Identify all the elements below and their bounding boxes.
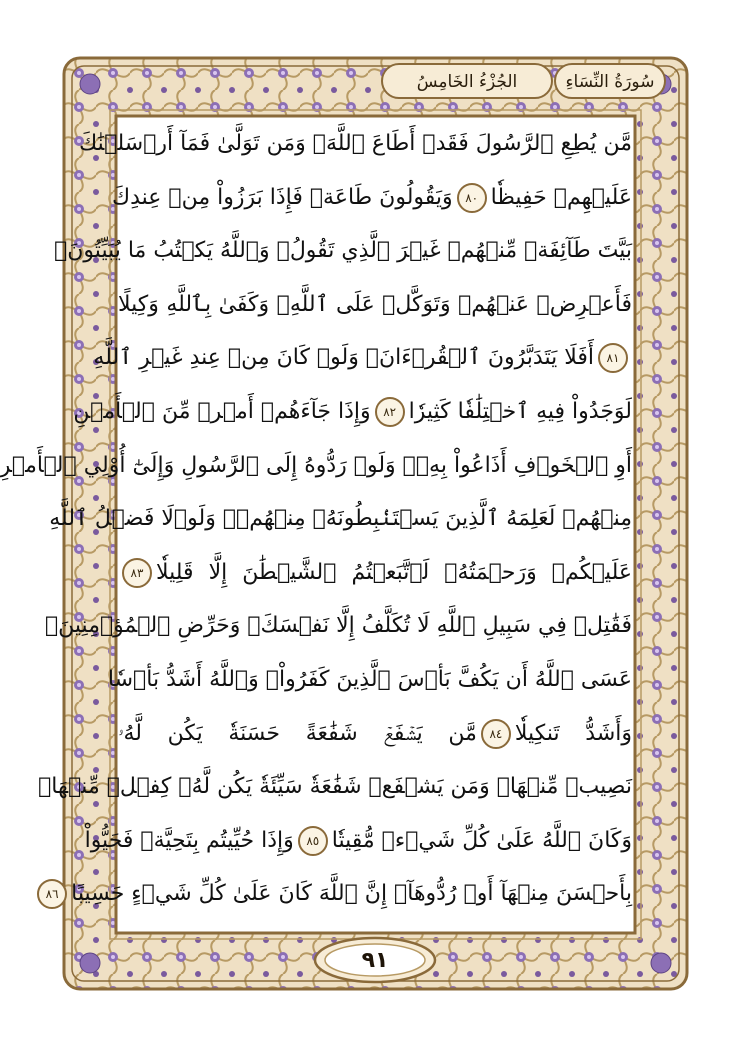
verse-line <box>54 225 632 277</box>
verse-line <box>44 600 632 652</box>
verse-text: وَيَقُولُونَ طَاعَةٞ فَإِذَا بَرَزُواْ مِنۡ عِندِكَ <box>111 184 453 210</box>
page-number: ٩١ <box>361 948 389 973</box>
verse-text: فَقَٰتِلۡ فِي سَبِيلِ ٱللَّهِ لَا تُكَلَّفُ إِلَّا نَفۡسَكَۚ وَحَرِّضِ ٱلۡمُؤۡمِنِينَۖ <box>44 613 632 639</box>
verse-text: مَّن يَشۡفَعۡ شَفَٰعَةً حَسَنَةٗ يَكُن لَّهُۥ <box>118 720 477 746</box>
ayah-number-marker: ٨٥ <box>298 826 328 856</box>
ayah-number-marker: ٨١ <box>598 343 628 373</box>
verse-line <box>0 440 632 492</box>
verse-text: وَإِذَا حُيِّيتُم بِتَحِيَّةٖ فَحَيُّواْ <box>84 827 294 853</box>
verse-line <box>111 172 632 224</box>
quran-text-block <box>0 118 632 930</box>
verse-line <box>73 386 632 438</box>
ayah-number-marker: ٨٦ <box>37 879 67 909</box>
verse-text: عَلَيۡكُمۡ وَرَحۡمَتُهُۥ لَٱتَّبَعۡتُمُ ٱلشَّيۡطَٰنَ إِلَّا قَلِيلٗا <box>156 559 632 585</box>
verse-line <box>118 547 632 599</box>
verse-text: عَلَيۡهِمۡ حَفِيظٗا <box>490 184 632 210</box>
ayah-number-marker: ٨٢ <box>375 397 405 427</box>
verse-text: لَوَجَدُواْ فِيهِ ٱخۡتِلَٰفٗا كَثِيرٗا <box>408 399 632 424</box>
verse-line <box>93 332 632 384</box>
verse-line <box>118 708 632 760</box>
verse-line <box>38 761 632 813</box>
verse-text: مِنۡهُمۡ لَعَلِمَهُ ٱلَّذِينَ يَسۡتَنۢبِطُونَهُۥ مِنۡهُمۡۗ وَلَوۡلَا فَضۡلُ ٱللَّهِ <box>49 506 632 532</box>
verse-line <box>118 279 632 331</box>
verse-line <box>107 654 632 706</box>
verse-line <box>49 493 632 545</box>
verse-text: فَأَعۡرِضۡ عَنۡهُمۡ وَتَوَكَّلۡ عَلَى ٱللَّهِۚ وَكَفَىٰ بِٱللَّهِ وَكِيلًا <box>118 291 632 317</box>
ayah-number-marker: ٨٤ <box>481 719 511 749</box>
verse-text: بِأَحۡسَنَ مِنۡهَآ أَوۡ رُدُّوهَآۗ إِنَّ ٱللَّهَ كَانَ عَلَىٰ كُلِّ شَيۡءٍ حَسِيبًا <box>71 881 632 907</box>
verse-line <box>79 118 632 170</box>
verse-text: وَكَانَ ٱللَّهُ عَلَىٰ كُلِّ شَيۡءٖ مُّقِيتٗا <box>331 827 632 853</box>
ayah-number-marker: ٨٣ <box>122 558 152 588</box>
verse-text: مَّن يُطِعِ ٱلرَّسُولَ فَقَدۡ أَطَاعَ ٱللَّهَۖ وَمَن تَوَلَّىٰ فَمَآ أَرۡسَلۡنَٰكَ <box>79 131 632 156</box>
verse-line <box>84 815 632 867</box>
verse-text: أَفَلَا يَتَدَبَّرُونَ ٱلۡقُرۡءَانَۚ وَلَوۡ كَانَ مِنۡ عِندِ غَيۡرِ ٱللَّهِ <box>93 345 594 371</box>
juz-title: الجُزْءُ الخَامِسُ <box>416 72 518 92</box>
verse-text: نَصِيبٞ مِّنۡهَاۖ وَمَن يَشۡفَعۡ شَفَٰعَةٗ سَيِّئَةٗ يَكُن لَّهُۥ كِفۡلٞ مِّنۡهَاۗ <box>38 774 632 800</box>
verse-text: بَيَّتَ طَآئِفَةٞ مِّنۡهُمۡ غَيۡرَ ٱلَّذِي تَقُولُۖ وَٱللَّهُ يَكۡتُبُ مَا يُبَيِّتُونَۖ <box>54 238 632 264</box>
ayah-number-marker: ٨٠ <box>457 183 487 213</box>
verse-text: وَإِذَا جَآءَهُمۡ أَمۡرٞ مِّنَ ٱلۡأَمۡنِ <box>73 399 371 424</box>
verse-text: وَأَشَدُّ تَنكِيلٗا <box>514 720 632 746</box>
surah-title: سُورَةُ النِّسَاءِ <box>565 72 655 92</box>
verse-text: عَسَى ٱللَّهُ أَن يَكُفَّ بَأۡسَ ٱلَّذِينَ كَفَرُواْۚ وَٱللَّهُ أَشَدُّ بَأۡسٗا <box>107 667 632 692</box>
verse-line <box>45 868 632 920</box>
verse-text: أَوِ ٱلۡخَوۡفِ أَذَاعُواْ بِهِۦۖ وَلَوۡ رَدُّوهُ إِلَى ٱلرَّسُولِ وَإِلَىٰٓ أُوْلِي ٱلۡأَمۡرِ <box>0 452 632 478</box>
